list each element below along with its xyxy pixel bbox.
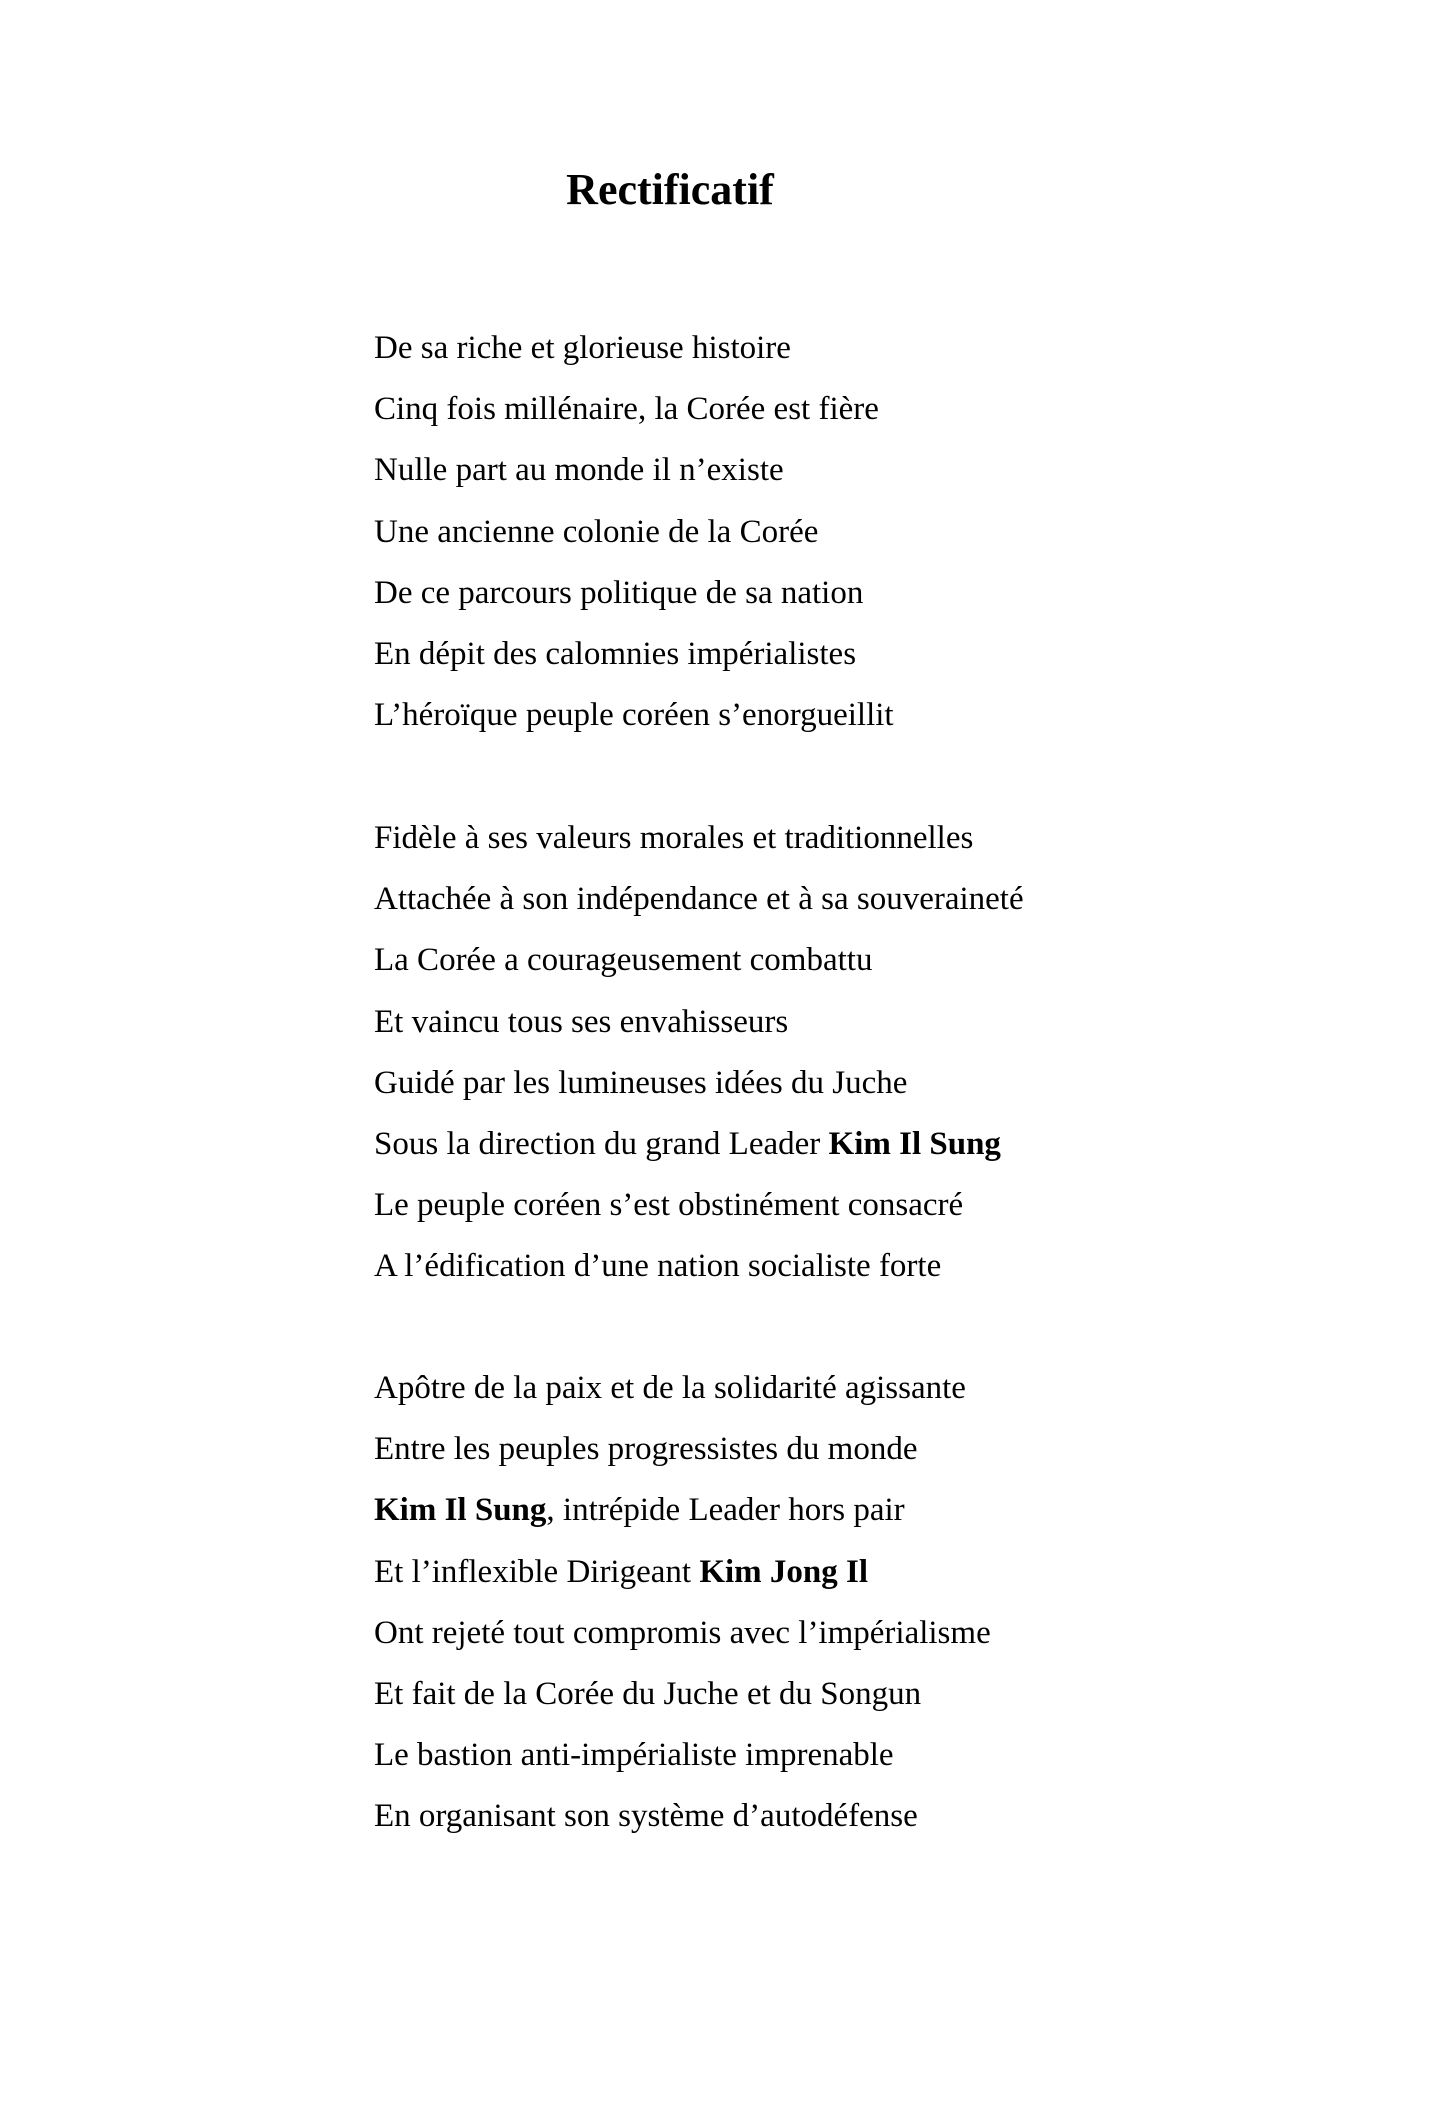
line-text: Et l’inflexible Dirigeant <box>374 1553 700 1590</box>
poem-line <box>374 1664 991 1725</box>
line-text: Attachée à son indépendance et à sa souveraineté <box>374 881 1024 918</box>
poem-title: Rectificatif <box>566 165 774 214</box>
line-text: A l’édification d’une nation socialiste forte <box>374 1248 942 1285</box>
poem-line <box>374 1114 1024 1175</box>
poem-line <box>374 992 1024 1053</box>
poem-line <box>374 1725 991 1786</box>
line-text: En organisant son système d’autodéfense <box>374 1798 918 1835</box>
stanza-1 <box>374 318 894 746</box>
poem-line <box>374 1480 991 1541</box>
poem-line <box>374 318 894 379</box>
line-text: Une ancienne colonie de la Corée <box>374 513 819 550</box>
poem-line <box>374 869 1024 930</box>
poem-line <box>374 1175 1024 1236</box>
line-text: Le peuple coréen s’est obstinément consacré <box>374 1187 964 1224</box>
poem-line <box>374 1053 1024 1114</box>
line-text: Guidé par les lumineuses idées du Juche <box>374 1064 908 1101</box>
line-text: Ont rejeté tout compromis avec l’impérialisme <box>374 1614 991 1651</box>
line-text: La Corée a courageusement combattu <box>374 942 873 979</box>
poem-line <box>374 1542 991 1603</box>
line-text: , intrépide Leader hors pair <box>546 1492 905 1529</box>
poem-line <box>374 930 1024 991</box>
line-text: Sous la direction du grand Leader <box>374 1125 829 1162</box>
line-text: Le bastion anti-impérialiste imprenable <box>374 1737 894 1774</box>
line-text: Cinq fois millénaire, la Corée est fière <box>374 391 879 428</box>
bold-name: Kim Il Sung <box>828 1125 1001 1162</box>
line-text: De sa riche et glorieuse histoire <box>374 330 791 366</box>
poem-line <box>374 624 894 685</box>
poem-line <box>374 1236 1024 1297</box>
stanza-2 <box>374 808 1024 1298</box>
poem-line <box>374 1603 991 1664</box>
line-text: L’héroïque peuple coréen s’enorgueillit <box>374 697 894 734</box>
poem-line <box>374 685 894 746</box>
poem-line <box>374 1786 991 1847</box>
line-text: Entre les peuples progressistes du monde <box>374 1431 918 1468</box>
bold-name: Kim Jong Il <box>699 1553 869 1590</box>
stanza-3 <box>374 1358 991 1848</box>
line-text: De ce parcours politique de sa nation <box>374 574 864 611</box>
line-text: En dépit des calomnies impérialistes <box>374 635 857 672</box>
poem-line <box>374 440 894 501</box>
line-text: Et vaincu tous ses envahisseurs <box>374 1003 789 1040</box>
poem-line <box>374 563 894 624</box>
line-text: Et fait de la Corée du Juche et du Songun <box>374 1675 922 1712</box>
poem-line <box>374 502 894 563</box>
poem-line <box>374 1358 991 1419</box>
line-text: Apôtre de la paix et de la solidarité agissante <box>374 1370 966 1406</box>
poem-line <box>374 808 1024 869</box>
bold-name: Kim Il Sung <box>374 1492 547 1529</box>
poem-line <box>374 1419 991 1480</box>
line-text: Fidèle à ses valeurs morales et traditionnelles <box>374 820 974 856</box>
line-text: Nulle part au monde il n’existe <box>374 452 784 489</box>
poem-line <box>374 379 894 440</box>
